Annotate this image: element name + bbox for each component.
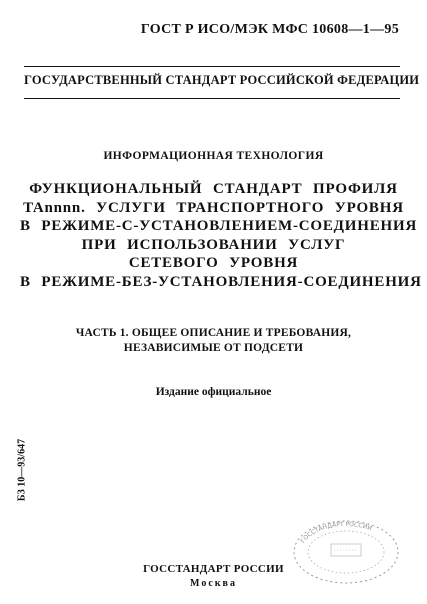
title-line: ПРИ ИСПОЛЬЗОВАНИИ УСЛУГ <box>81 236 346 253</box>
organization-heading: ГОСУДАРСТВЕННЫЙ СТАНДАРТ РОССИЙСКОЙ ФЕДЕРАЦИИ <box>24 73 420 87</box>
publisher: ГОССТАНДАРТ РОССИИ <box>143 563 284 575</box>
official-stamp <box>287 516 405 586</box>
subject-heading: ИНФОРМАЦИОННАЯ ТЕХНОЛОГИЯ <box>103 150 324 162</box>
title-line: В РЕЖИМЕ-С-УСТАНОВЛЕНИЕМ-СОЕДИНЕНИЯ <box>20 218 418 234</box>
stamp-ring-text: ГОССТАНДАРТ РОССИИ <box>299 520 373 545</box>
part-line: НЕЗАВИСИМЫЕ ОТ ПОДСЕТИ <box>123 341 304 354</box>
top-rule <box>24 66 400 67</box>
edition-label: Издание официальное <box>155 386 272 398</box>
part-heading <box>20 326 407 355</box>
title-line: ФУНКЦИОНАЛЬНЫЙ СТАНДАРТ ПРОФИЛЯ <box>29 181 398 197</box>
document-title <box>20 180 422 291</box>
part-line: ЧАСТЬ 1. ОБЩЕЕ ОПИСАНИЕ И ТРЕБОВАНИЯ, <box>75 327 352 339</box>
bottom-rule <box>24 98 400 99</box>
title-line: В РЕЖИМЕ-БЕЗ-УСТАНОВЛЕНИЯ-СОЕДИНЕНИЯ <box>20 273 422 290</box>
margin-note: БЗ 10—93/647 <box>16 438 28 502</box>
title-line: СЕТЕВОГО УРОВНЯ <box>128 255 299 271</box>
publication-city: Москва <box>190 578 237 589</box>
title-line: TAnnnn. УСЛУГИ ТРАНСПОРТНОГО УРОВНЯ <box>23 199 404 216</box>
standard-code: ГОСТ Р ИСО/МЭК МФС 10608—1—95 <box>140 22 399 37</box>
